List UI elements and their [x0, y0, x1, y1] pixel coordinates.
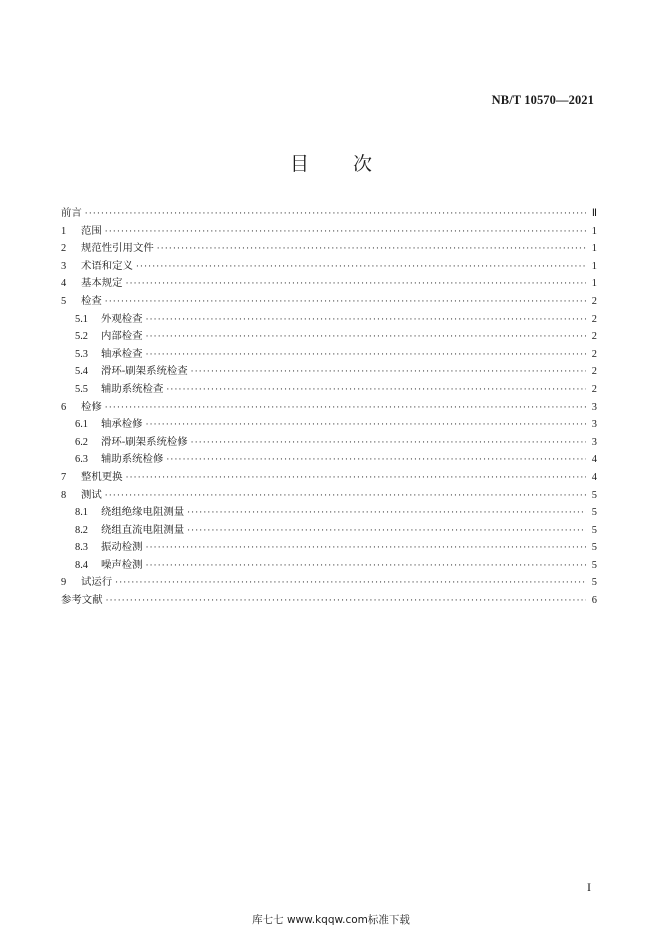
toc-entry[interactable] [61, 381, 597, 399]
toc-entry-label: 范围 [81, 224, 102, 237]
toc-entry[interactable] [61, 346, 597, 364]
toc-entry-page: 3 [591, 436, 597, 448]
toc-entry-page: 6 [591, 595, 597, 607]
toc-entry-label: 噪声检测 [101, 558, 143, 571]
toc-entry-label: 辅助系统检查 [101, 382, 164, 395]
toc-entry[interactable] [61, 416, 597, 434]
toc-entry-number: 5.1 [75, 313, 88, 325]
dot-leader [157, 241, 586, 259]
toc-entry-page: 5 [591, 559, 597, 571]
toc-entry-page: 5 [591, 507, 597, 519]
dot-leader [105, 488, 586, 506]
dot-leader [136, 259, 586, 277]
toc-entry-number: 6.2 [75, 436, 88, 448]
toc-entry[interactable] [61, 451, 597, 469]
toc-entry-label: 轴承检查 [101, 347, 143, 360]
toc-entry-number: 6 [61, 401, 67, 413]
toc-entry-number: 2 [61, 243, 67, 255]
dot-leader [146, 312, 586, 330]
toc-entry-label: 检修 [81, 400, 102, 413]
toc-entry-page: 2 [591, 366, 597, 378]
toc-entry-page: 5 [591, 524, 597, 536]
toc-entry[interactable] [61, 469, 597, 487]
toc-entry-number: 7 [61, 471, 67, 483]
dot-leader [146, 558, 586, 576]
dot-leader [146, 347, 586, 365]
toc-entry-number: 1 [61, 225, 67, 237]
dot-leader [105, 294, 586, 312]
toc-entry[interactable] [61, 275, 597, 293]
toc-entry-number: 8.3 [75, 542, 88, 554]
toc-entry[interactable] [61, 522, 597, 540]
toc-entry-number: 8.4 [75, 559, 88, 571]
toc-entry[interactable] [61, 328, 597, 346]
dot-leader [106, 593, 586, 611]
toc-entry[interactable] [61, 293, 597, 311]
toc-entry-label: 外观检查 [101, 312, 143, 325]
toc-entry-page: 2 [591, 383, 597, 395]
table-of-contents [61, 205, 597, 610]
toc-entry[interactable] [61, 363, 597, 381]
toc-entry-label: 测试 [81, 488, 102, 501]
dot-leader [126, 276, 586, 294]
toc-entry-label: 轴承检修 [101, 418, 143, 431]
dot-leader [146, 417, 586, 435]
dot-leader [105, 400, 586, 418]
toc-entry-number: 3 [61, 260, 67, 272]
toc-entry-label: 检查 [81, 294, 102, 307]
toc-entry-label: 内部检查 [101, 330, 143, 343]
toc-entry-label: 绕组直流电阻测量 [101, 523, 185, 536]
toc-entry-number: 5.5 [75, 383, 88, 395]
toc-entry[interactable] [61, 434, 597, 452]
toc-entry-label: 前言 [61, 207, 82, 219]
toc-entry-page: 2 [591, 331, 597, 343]
toc-entry-page: 5 [591, 489, 597, 501]
dot-leader [166, 452, 586, 470]
toc-entry-page: Ⅱ [591, 208, 597, 219]
standard-code: NB/T 10570—2021 [491, 93, 594, 107]
toc-entry[interactable] [61, 258, 597, 276]
dot-leader [187, 523, 586, 541]
toc-title [0, 149, 662, 176]
dot-leader [187, 505, 586, 523]
toc-entry-number: 5 [61, 295, 67, 307]
toc-entry-page: 1 [591, 225, 597, 237]
toc-entry-page: 1 [591, 278, 597, 290]
toc-entry-page: 5 [591, 542, 597, 554]
toc-entry[interactable] [61, 592, 597, 610]
toc-entry-label: 绕组绝缘电阻测量 [101, 506, 185, 519]
toc-entry-page: 3 [591, 419, 597, 431]
toc-entry-number: 6.3 [75, 454, 88, 466]
toc-entry-page: 3 [591, 401, 597, 413]
toc-entry-label: 振动检测 [101, 541, 143, 554]
toc-entry-page: 2 [591, 348, 597, 360]
toc-entry-number: 5.2 [75, 331, 88, 343]
toc-entry-page: 1 [591, 243, 597, 255]
dot-leader [191, 435, 586, 453]
toc-entry[interactable] [61, 240, 597, 258]
toc-entry-number: 8 [61, 489, 67, 501]
toc-entry[interactable] [61, 311, 597, 329]
toc-entry-page: 1 [591, 260, 597, 272]
dot-leader [166, 382, 586, 400]
toc-entry-label: 规范性引用文件 [81, 242, 154, 255]
toc-entry-number: 5.3 [75, 348, 88, 360]
toc-entry-page: 5 [591, 577, 597, 589]
dot-leader [105, 224, 586, 242]
dot-leader [85, 206, 586, 224]
toc-entry-page: 4 [591, 454, 597, 466]
toc-entry-page: 4 [591, 471, 597, 483]
toc-entry-label: 整机更换 [81, 470, 123, 483]
toc-entry[interactable] [61, 574, 597, 592]
toc-title-char-2: 次 [353, 153, 373, 175]
toc-entry[interactable] [61, 557, 597, 575]
toc-entry-label: 滑环-刷架系统检查 [101, 365, 188, 378]
page-number: I [587, 880, 591, 894]
toc-entry-number: 4 [61, 278, 67, 290]
dot-leader [146, 540, 586, 558]
toc-entry-page: 2 [591, 295, 597, 307]
toc-entry-number: 9 [61, 577, 67, 589]
toc-entry-label: 基本规定 [81, 277, 123, 290]
toc-entry-number: 5.4 [75, 366, 88, 378]
watermark-text: 库七七 www.kqqw.com标准下载 [252, 914, 410, 926]
toc-entry[interactable] [61, 223, 597, 241]
dot-leader [126, 470, 586, 488]
toc-entry[interactable] [61, 205, 597, 223]
toc-entry-page: 2 [591, 313, 597, 325]
dot-leader [115, 575, 586, 593]
dot-leader [146, 329, 586, 347]
toc-entry-label: 参考文献 [61, 594, 103, 607]
dot-leader [191, 364, 586, 382]
toc-entry-label: 滑环-刷架系统检修 [101, 435, 188, 448]
toc-entry[interactable] [61, 487, 597, 505]
toc-title-char-1: 目 [289, 153, 309, 175]
toc-entry-number: 8.2 [75, 524, 88, 536]
toc-entry-label: 术语和定义 [81, 259, 133, 272]
toc-entry-number: 6.1 [75, 419, 88, 431]
toc-entry-label: 试运行 [81, 576, 113, 589]
toc-entry[interactable] [61, 504, 597, 522]
toc-entry[interactable] [61, 539, 597, 557]
toc-entry-number: 8.1 [75, 507, 88, 519]
toc-entry-label: 辅助系统检修 [101, 453, 164, 466]
toc-entry[interactable] [61, 399, 597, 417]
